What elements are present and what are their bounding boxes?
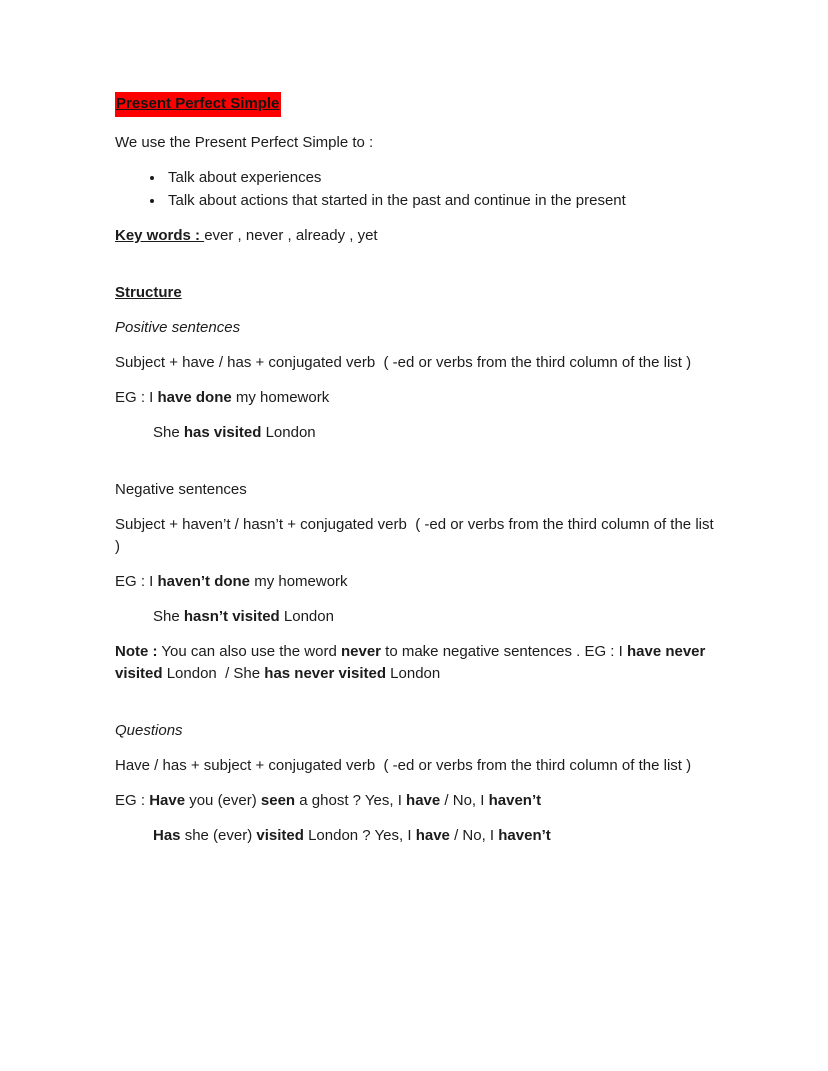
usage-item-experiences: • Talk about experiences <box>165 167 715 189</box>
questions-formula: Have / has + subject + conjugated verb ( -ed or verbs from the third column of the list ) <box>115 757 692 774</box>
positive-eg1-prefix: EG : I <box>115 389 158 406</box>
negative-subheading: Negative sentences <box>115 481 247 498</box>
positive-eg1-verb: have done <box>157 389 232 406</box>
positive-eg2-prefix: She <box>153 424 184 441</box>
usage-list <box>115 167 715 212</box>
keywords-line <box>115 225 715 247</box>
note-example-verb-1: have never visited <box>115 643 710 682</box>
negative-eg1-verb: haven’t done <box>157 573 251 590</box>
note-label: Note : <box>115 643 158 660</box>
document-content <box>115 92 718 847</box>
note-example-verb-2: has never visited <box>264 665 387 682</box>
positive-example-2 <box>153 422 715 444</box>
negative-formula: Subject + haven’t / hasn’t + conjugated verb ( -ed or verbs from the third column of the list ) <box>115 516 718 555</box>
positive-eg2-suffix: London <box>261 424 316 441</box>
q-eg1-havent: haven’t <box>488 792 542 809</box>
questions-example-1 <box>115 790 715 812</box>
negative-eg2-suffix: London <box>279 608 334 625</box>
q-eg1-text-1: you (ever) <box>185 792 261 809</box>
note-paragraph <box>115 641 715 685</box>
note-text-4: London <box>386 665 441 682</box>
negative-eg1-prefix: EG : I <box>115 573 158 590</box>
positive-eg2-verb: has visited <box>183 424 262 441</box>
q-eg1-seen: seen <box>260 792 296 809</box>
q-eg2-have-answer: have <box>415 827 450 844</box>
q-eg1-prefix: EG : <box>115 792 150 809</box>
positive-subheading: Positive sentences <box>115 319 241 336</box>
positive-formula: Subject + have / has + conjugated verb ( -ed or verbs from the third column of the list ) <box>115 354 692 371</box>
questions-subheading: Questions <box>115 722 183 739</box>
q-eg1-have: Have <box>149 792 186 809</box>
structure-heading-line <box>115 282 715 304</box>
note-never: never <box>340 643 381 660</box>
note-text-1: You can also use the word <box>157 643 341 660</box>
q-eg2-text-2: London ? Yes, I <box>303 827 416 844</box>
q-eg2-text-3: / No, I <box>449 827 499 844</box>
negative-eg2-verb: hasn’t visited <box>183 608 280 625</box>
negative-eg1-suffix: my homework <box>250 573 348 590</box>
q-eg2-havent: haven’t <box>498 827 551 844</box>
questions-example-2 <box>153 825 715 847</box>
positive-eg1-suffix: my homework <box>231 389 330 406</box>
negative-example-1 <box>115 571 715 593</box>
keywords-list: ever , never , already , yet <box>204 227 378 244</box>
negative-example-2 <box>153 606 715 628</box>
q-eg2-visited: visited <box>256 827 304 844</box>
usage-item-past-continue: • Talk about actions that started in the past and continue in the present <box>165 190 715 212</box>
q-eg2-has: Has <box>153 827 181 844</box>
intro-lead: We use the Present Perfect Simple to : <box>115 134 374 151</box>
q-eg1-have-answer: have <box>406 792 441 809</box>
title-highlight: Present Perfect Simple <box>115 92 281 117</box>
negative-eg2-prefix: She <box>153 608 184 625</box>
q-eg1-text-3: / No, I <box>440 792 489 809</box>
positive-example-1 <box>115 387 715 409</box>
keywords-label: Key words : <box>115 227 205 244</box>
note-text-2: to make negative sentences . EG : I <box>381 643 627 660</box>
title-line <box>115 92 715 117</box>
note-text-3: London / She <box>162 665 265 682</box>
q-eg1-text-2: a ghost ? Yes, I <box>295 792 407 809</box>
structure-heading: Structure <box>115 284 182 301</box>
q-eg2-text-1: she (ever) <box>180 827 257 844</box>
